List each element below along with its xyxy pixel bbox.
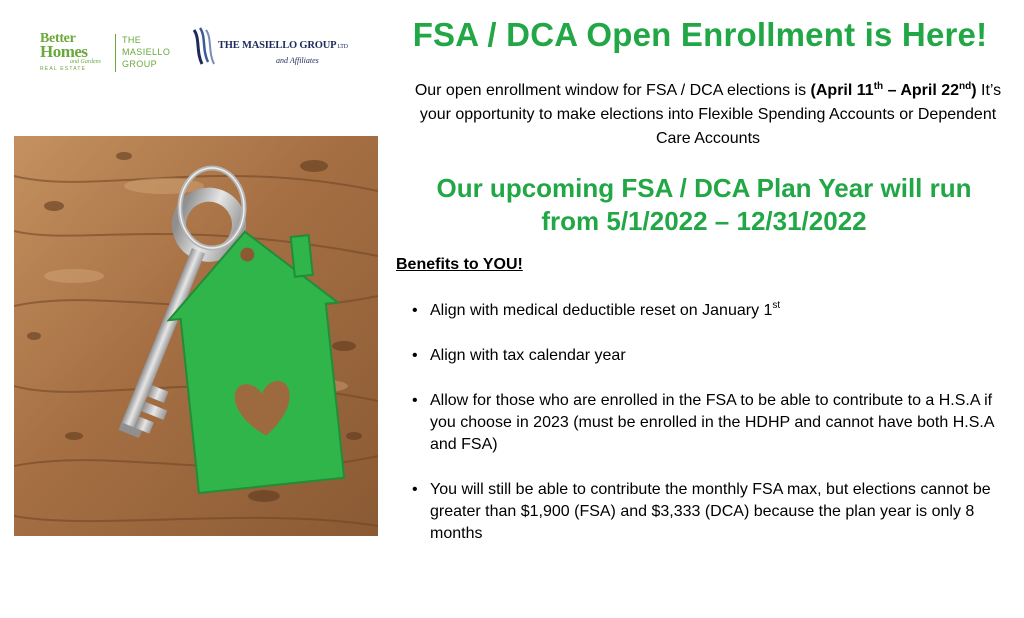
bhg-logo-gardens: and Gardens [70, 59, 101, 65]
bhg-logo-masiello-group: THE MASIELLO GROUP [122, 35, 171, 69]
plan-year-subtitle: Our upcoming FSA / DCA Plan Year will run from 5/1/2022 – 12/31/2022 [436, 173, 972, 236]
house-key-illustration [14, 136, 378, 536]
masiello-logo-affiliates: and Affiliates [276, 56, 319, 65]
masiello-mark-icon [190, 26, 218, 66]
intro-paragraph: Our open enrollment window for FSA / DCA elections is (April 11th – April 22nd) It’s your opportunity to make elections into Flexible Spending Accounts or Dependent Care Accounts [414, 81, 1002, 147]
benefits-list [408, 300, 1020, 568]
benefits-heading: Benefits to YOU! [396, 256, 523, 273]
house-key-photo [14, 136, 378, 536]
list-item: • Allow for those who are enrolled in the FSA to be able to contribute to a H.S.A if you choose in 2023 (must be enrolled in the HDHP and cannot have both H.S.A and FSA) [408, 390, 1020, 456]
masiello-group-logo [190, 26, 348, 74]
logo-divider [115, 34, 116, 72]
bhg-logo-real-estate: REAL ESTATE [40, 66, 87, 72]
list-item: • Align with medical deductible reset on January 1st [408, 300, 1020, 322]
bhg-logo-homes: Homes [40, 42, 88, 61]
masiello-logo-ltd: LTD [337, 44, 348, 50]
page-title: FSA / DCA Open Enrollment is Here! [412, 16, 988, 53]
masiello-logo-name: THE MASIELLO GROUPLTD [218, 40, 348, 51]
bhg-logo-better: Better [40, 31, 76, 46]
list-item: • You will still be able to contribute the monthly FSA max, but elections cannot be greater than $1,900 (FSA) and $3,333 (DCA) because the plan year is only 8 months [408, 479, 1020, 545]
bhg-masiello-logo [40, 32, 180, 74]
enrollment-dates: (April 11th – April 22nd) [810, 81, 977, 99]
list-item: • Align with tax calendar year [408, 345, 1020, 367]
